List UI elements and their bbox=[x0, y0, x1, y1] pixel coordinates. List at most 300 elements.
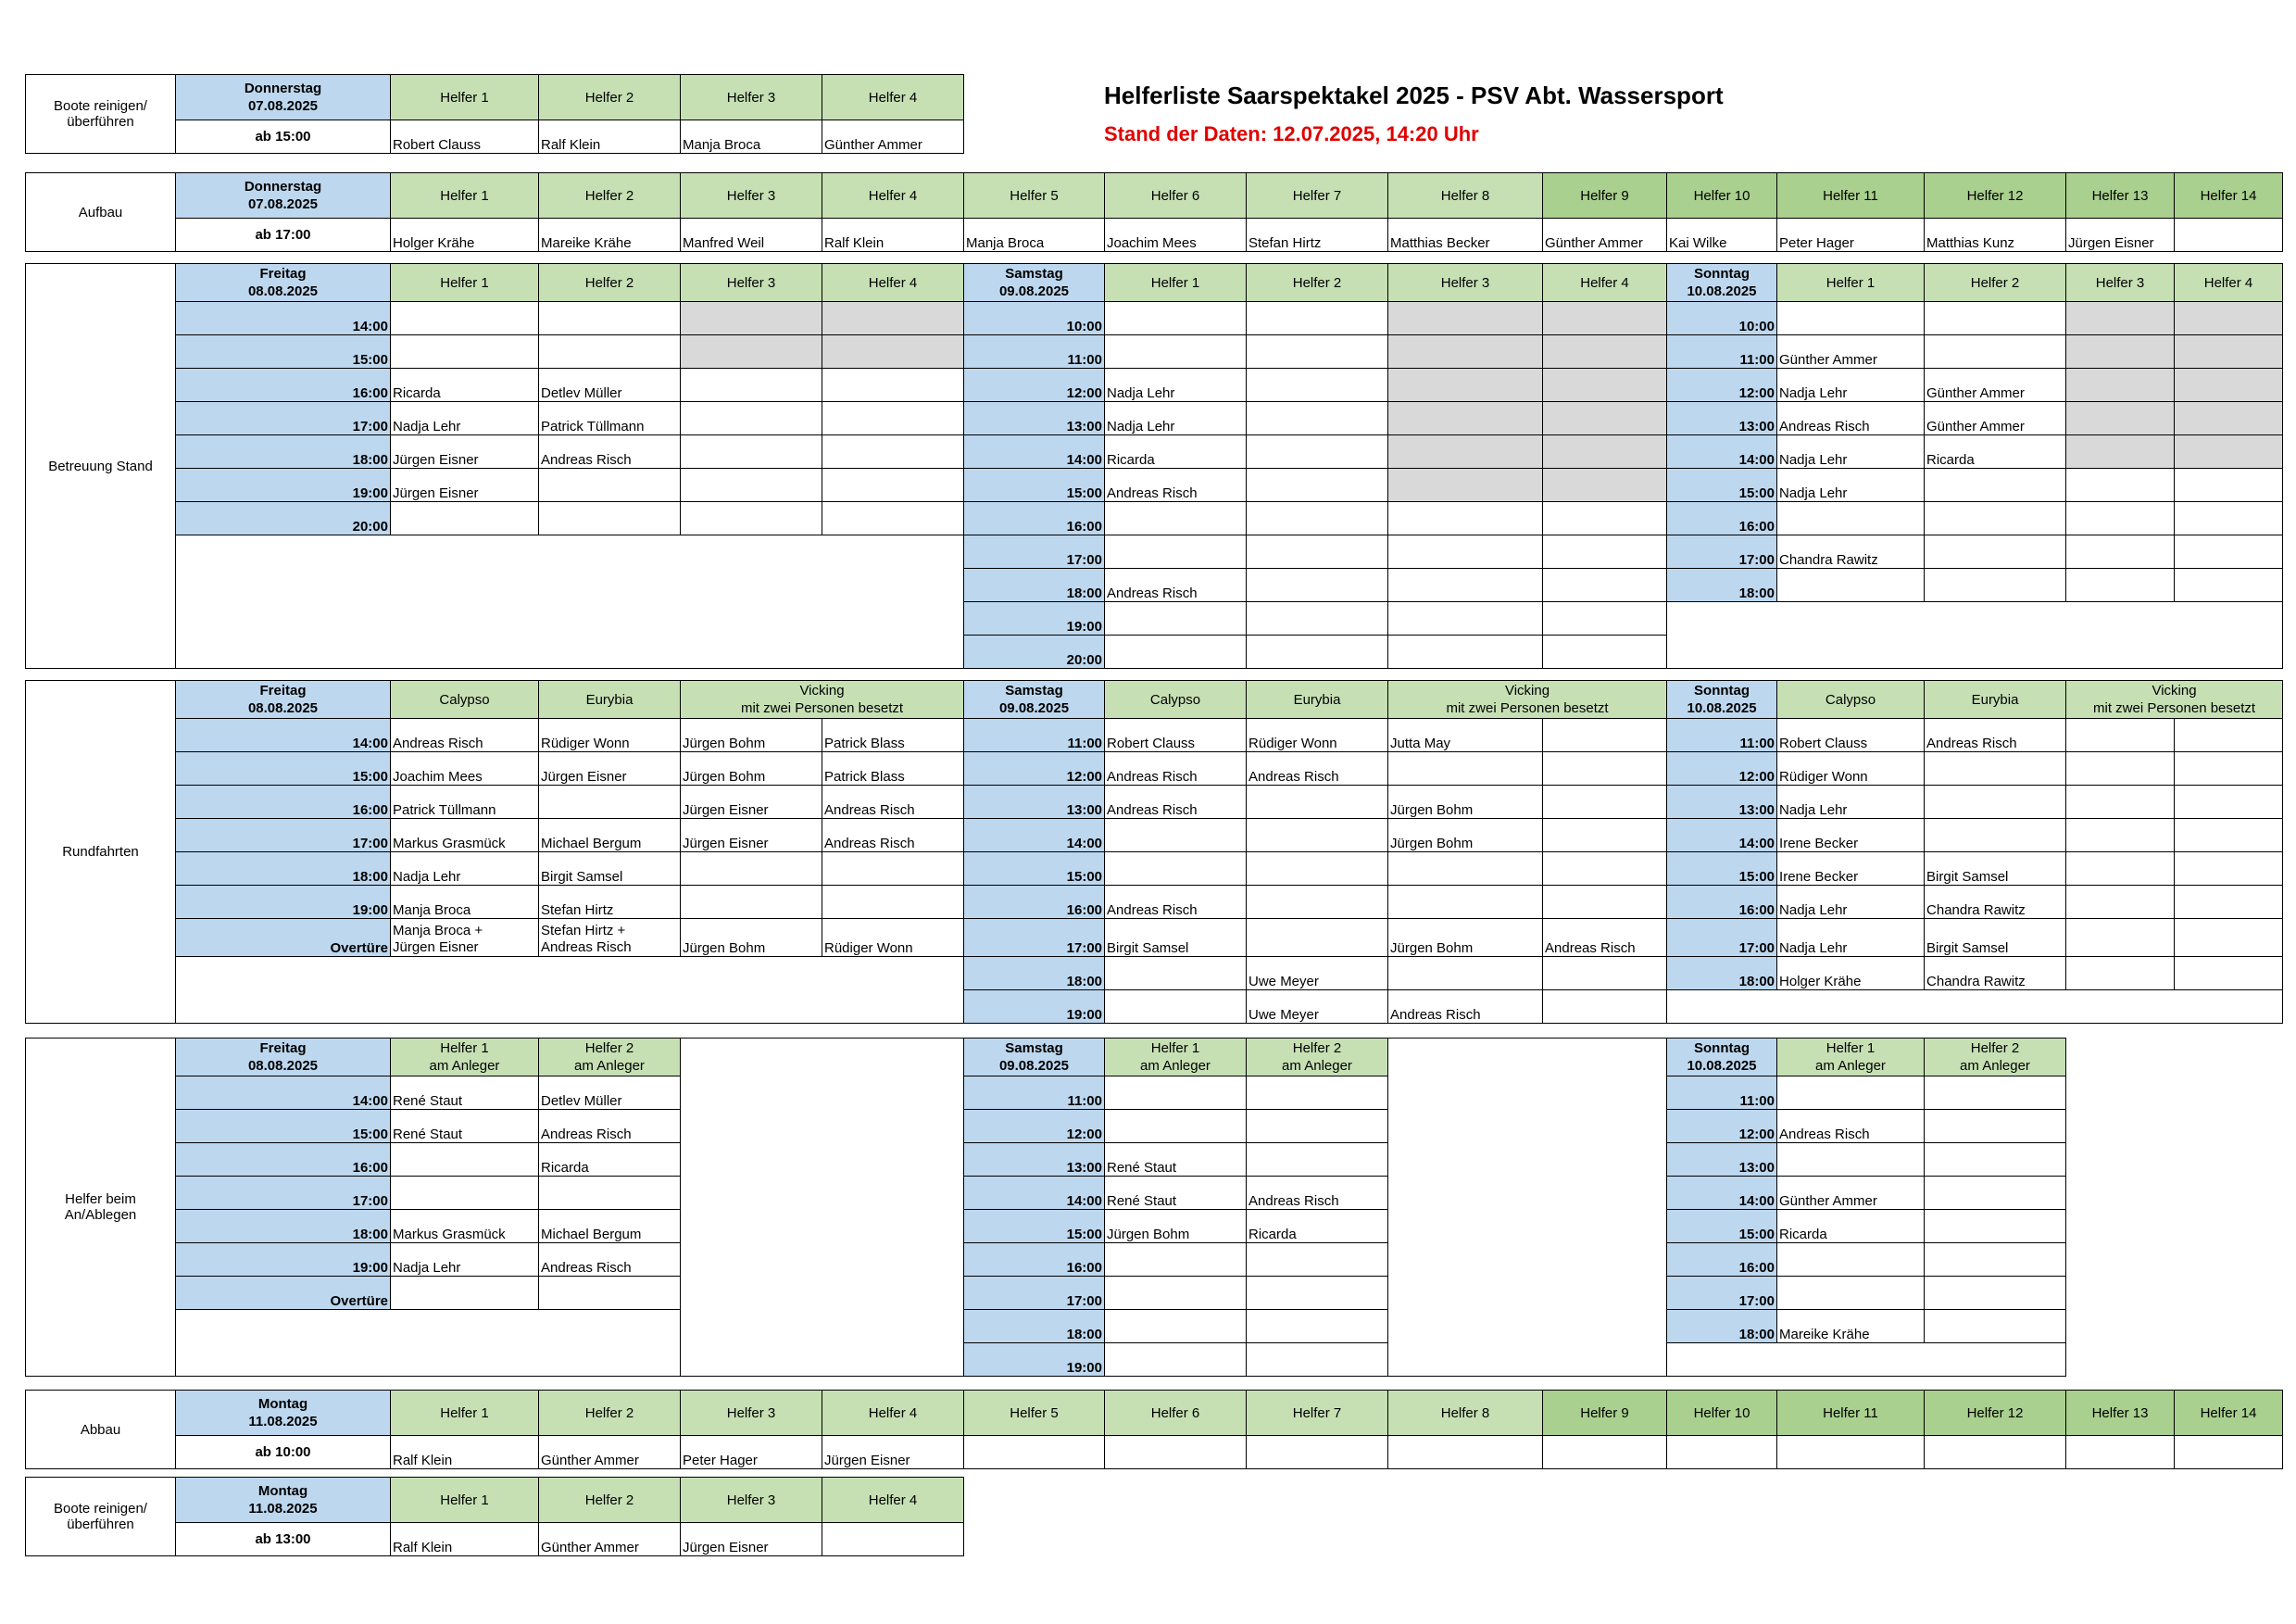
helper-name: Rüdiger Wonn bbox=[822, 919, 964, 957]
time-slot: 15:00 bbox=[964, 1210, 1105, 1243]
day-header bbox=[176, 1039, 391, 1076]
helper-name: Nadja Lehr bbox=[391, 852, 539, 886]
section-label: Abbau bbox=[26, 1391, 176, 1469]
time-slot: 15:00 bbox=[176, 1110, 391, 1143]
time-slot: 20:00 bbox=[964, 636, 1105, 669]
helper-name: Ralf Klein bbox=[822, 219, 964, 252]
boote2-table bbox=[25, 1477, 964, 1556]
time-slot: 15:00 bbox=[1667, 469, 1777, 502]
helper-name bbox=[681, 469, 822, 502]
helper-name bbox=[539, 1177, 681, 1210]
helper-name bbox=[2066, 369, 2175, 402]
time-slot: 17:00 bbox=[1667, 919, 1777, 957]
helper-name: Jürgen Eisner bbox=[822, 1436, 964, 1469]
helper-place: am Anleger bbox=[1140, 1058, 1211, 1074]
helper-name: Rüdiger Wonn bbox=[1247, 719, 1388, 752]
helper-name bbox=[2175, 852, 2283, 886]
helper-name bbox=[1388, 402, 1543, 435]
helper-name bbox=[1388, 435, 1543, 469]
helper-header: Helfer 12 bbox=[1925, 1391, 2066, 1436]
boat-header: Eurybia bbox=[1247, 681, 1388, 719]
time-slot: 14:00 bbox=[964, 435, 1105, 469]
helper-name bbox=[964, 1436, 1105, 1469]
helper-header: Helfer 11 bbox=[1777, 1391, 1925, 1436]
helper-name bbox=[1388, 852, 1543, 886]
helper-name bbox=[2066, 502, 2175, 535]
day-name: Donnerstag bbox=[244, 81, 322, 96]
helper-name bbox=[1247, 1243, 1388, 1277]
time-slot: 19:00 bbox=[176, 886, 391, 919]
helper-name bbox=[1105, 335, 1247, 369]
helper-header: Helfer 7 bbox=[1247, 1391, 1388, 1436]
helper-name: Peter Hager bbox=[681, 1436, 822, 1469]
helper-name bbox=[1247, 1310, 1388, 1343]
time-slot: 15:00 bbox=[964, 852, 1105, 886]
boat-note: mit zwei Personen besetzt bbox=[740, 700, 904, 716]
boat-note: mit zwei Personen besetzt bbox=[2093, 700, 2256, 716]
day-name: Donnerstag bbox=[244, 179, 322, 195]
helper-name: Jürgen Eisner bbox=[681, 786, 822, 819]
helper-name bbox=[1925, 302, 2066, 335]
helper-name: Robert Clauss bbox=[1777, 719, 1925, 752]
helper-name: Stefan Hirtz bbox=[1247, 219, 1388, 252]
helper-name bbox=[2066, 1436, 2175, 1469]
helper-name bbox=[1247, 369, 1388, 402]
helper-name bbox=[1543, 819, 1667, 852]
helper-name bbox=[681, 502, 822, 535]
day-date: 11.08.2025 bbox=[248, 1414, 318, 1429]
helper-name bbox=[1777, 1143, 1925, 1177]
helper-name bbox=[1925, 1177, 2066, 1210]
helper-name: Andreas Risch bbox=[391, 719, 539, 752]
helper-name: Manja Broca bbox=[391, 886, 539, 919]
helper-name bbox=[1247, 819, 1388, 852]
section-label: Betreuung Stand bbox=[26, 264, 176, 669]
helper-name: Uwe Meyer bbox=[1247, 957, 1388, 990]
day-header bbox=[964, 1039, 1105, 1076]
boat-header bbox=[2066, 681, 2283, 719]
time-slot: 18:00 bbox=[964, 1310, 1105, 1343]
helper-header: Helfer 6 bbox=[1105, 1391, 1247, 1436]
helper-name bbox=[1105, 1076, 1247, 1110]
helper-header: Helfer 3 bbox=[681, 75, 822, 120]
time-slot: 17:00 bbox=[176, 819, 391, 852]
helper-name bbox=[2175, 719, 2283, 752]
helper-name bbox=[1777, 1436, 1925, 1469]
time-slot: 14:00 bbox=[176, 302, 391, 335]
time-slot: 17:00 bbox=[1667, 535, 1777, 569]
helper-name: Mareike Krähe bbox=[539, 219, 681, 252]
helper-name bbox=[1247, 535, 1388, 569]
day-date: 09.08.2025 bbox=[998, 700, 1070, 716]
helper-name bbox=[1925, 335, 2066, 369]
helper-header: Helfer 11 bbox=[1777, 173, 1925, 219]
helper-name bbox=[1543, 990, 1667, 1024]
helper-name bbox=[2175, 569, 2283, 602]
helper-name bbox=[681, 886, 822, 919]
helper-name bbox=[822, 1523, 964, 1556]
helper-header: Helfer 10 bbox=[1667, 1391, 1777, 1436]
helper-name bbox=[1388, 636, 1543, 669]
day-header bbox=[176, 173, 391, 219]
helper-name: Ricarda bbox=[1777, 1210, 1925, 1243]
name-line: Andreas Risch bbox=[541, 939, 632, 955]
time-slot: 13:00 bbox=[964, 1143, 1105, 1177]
day-header bbox=[176, 681, 391, 719]
day-date: 08.08.2025 bbox=[247, 1058, 319, 1074]
aufbau-table bbox=[25, 172, 2283, 252]
helper-name bbox=[1925, 1110, 2066, 1143]
helper-name: Peter Hager bbox=[1777, 219, 1925, 252]
helper-num: Helfer 1 bbox=[1826, 1040, 1876, 1056]
day-name: Montag bbox=[257, 1396, 308, 1412]
time-slot: 16:00 bbox=[964, 1243, 1105, 1277]
boat-header bbox=[1388, 681, 1667, 719]
helper-name bbox=[1543, 435, 1667, 469]
helper-name: Jürgen Bohm bbox=[1388, 819, 1543, 852]
helper-name bbox=[2175, 535, 2283, 569]
helper-name: Jürgen Bohm bbox=[1388, 919, 1543, 957]
helper-header: Helfer 4 bbox=[2175, 264, 2283, 302]
helper-name bbox=[1247, 569, 1388, 602]
empty-area bbox=[176, 957, 964, 1024]
time-slot: 18:00 bbox=[176, 852, 391, 886]
day-date: 10.08.2025 bbox=[1687, 700, 1757, 716]
helper-name: Uwe Meyer bbox=[1247, 990, 1388, 1024]
day-date: 07.08.2025 bbox=[247, 98, 319, 114]
day-name: Freitag bbox=[259, 266, 307, 282]
boat-header: Eurybia bbox=[539, 681, 681, 719]
helper-name bbox=[1543, 719, 1667, 752]
helper-header: Helfer 14 bbox=[2175, 1391, 2283, 1436]
helper-name: Nadja Lehr bbox=[1777, 435, 1925, 469]
helper-name bbox=[2066, 819, 2175, 852]
helper-name bbox=[2175, 752, 2283, 786]
helper-header bbox=[1777, 1039, 1925, 1076]
helper-header bbox=[539, 1039, 681, 1076]
day-header bbox=[176, 264, 391, 302]
helper-name bbox=[822, 502, 964, 535]
helper-name bbox=[1925, 819, 2066, 852]
boat-name: Vicking bbox=[1504, 683, 1550, 699]
helper-name bbox=[2066, 886, 2175, 919]
time-slot: 17:00 bbox=[176, 402, 391, 435]
helper-name bbox=[681, 369, 822, 402]
helper-name bbox=[1388, 369, 1543, 402]
helper-name bbox=[1247, 1110, 1388, 1143]
empty-area bbox=[1667, 602, 2283, 669]
time-slot: 12:00 bbox=[964, 1110, 1105, 1143]
helper-name bbox=[1543, 469, 1667, 502]
time-slot: 18:00 bbox=[176, 435, 391, 469]
time-slot: 12:00 bbox=[964, 369, 1105, 402]
helper-header: Helfer 2 bbox=[539, 1391, 681, 1436]
time-slot: 10:00 bbox=[1667, 302, 1777, 335]
time-slot: 19:00 bbox=[964, 1343, 1105, 1377]
helper-name bbox=[1543, 335, 1667, 369]
helper-name: Joachim Mees bbox=[1105, 219, 1247, 252]
time-slot: 15:00 bbox=[964, 469, 1105, 502]
helper-name bbox=[2175, 1436, 2283, 1469]
helper-header: Helfer 4 bbox=[822, 264, 964, 302]
helper-name bbox=[391, 1143, 539, 1177]
helper-name: Ricarda bbox=[391, 369, 539, 402]
time-slot: 18:00 bbox=[964, 957, 1105, 990]
helper-name bbox=[2066, 957, 2175, 990]
helper-name bbox=[1388, 302, 1543, 335]
helper-header: Helfer 7 bbox=[1247, 173, 1388, 219]
helper-name bbox=[539, 1277, 681, 1310]
helper-name bbox=[681, 302, 822, 335]
helper-name: Andreas Risch bbox=[1105, 786, 1247, 819]
time-slot: 19:00 bbox=[176, 1243, 391, 1277]
abbau-table bbox=[25, 1390, 2283, 1469]
helper-name bbox=[1388, 1436, 1543, 1469]
helper-header: Helfer 2 bbox=[539, 264, 681, 302]
helper-name: Andreas Risch bbox=[1925, 719, 2066, 752]
helper-name: Jürgen Eisner bbox=[391, 435, 539, 469]
helper-header: Helfer 6 bbox=[1105, 173, 1247, 219]
helper-name bbox=[1105, 602, 1247, 636]
helper-name: Manja Broca bbox=[681, 120, 822, 154]
helper-name bbox=[1543, 786, 1667, 819]
helper-header: Helfer 8 bbox=[1388, 173, 1543, 219]
day-name: Freitag bbox=[259, 1040, 307, 1056]
stand-table bbox=[25, 263, 2283, 669]
helper-name: Andreas Risch bbox=[1388, 990, 1543, 1024]
helper-name bbox=[1925, 535, 2066, 569]
helper-name: Markus Grasmück bbox=[391, 819, 539, 852]
helper-name bbox=[1925, 469, 2066, 502]
helper-name: Robert Clauss bbox=[1105, 719, 1247, 752]
helper-header: Helfer 1 bbox=[1777, 264, 1925, 302]
day-date: 10.08.2025 bbox=[1687, 283, 1757, 299]
helper-name bbox=[2066, 919, 2175, 957]
helper-name: Manja Broca bbox=[964, 219, 1105, 252]
empty-area bbox=[176, 1310, 681, 1377]
day-header bbox=[964, 681, 1105, 719]
time-slot: 13:00 bbox=[964, 786, 1105, 819]
helper-name bbox=[1543, 569, 1667, 602]
helper-name bbox=[1543, 302, 1667, 335]
helper-name: Detlev Müller bbox=[539, 369, 681, 402]
helper-name: Chandra Rawitz bbox=[1925, 957, 2066, 990]
helper-name bbox=[1543, 1436, 1667, 1469]
helper-header: Helfer 4 bbox=[822, 1391, 964, 1436]
helper-name: Ricarda bbox=[1925, 435, 2066, 469]
helper-name bbox=[822, 435, 964, 469]
helper-name bbox=[2066, 302, 2175, 335]
day-header bbox=[176, 1391, 391, 1436]
helper-name: René Staut bbox=[1105, 1177, 1247, 1210]
helper-name: Jürgen Eisner bbox=[681, 819, 822, 852]
helper-name: René Staut bbox=[1105, 1143, 1247, 1177]
helper-name bbox=[2175, 919, 2283, 957]
day-name: Sonntag bbox=[1694, 1040, 1750, 1056]
helper-place: am Anleger bbox=[574, 1058, 645, 1074]
helper-name bbox=[2175, 502, 2283, 535]
day-name: Montag bbox=[257, 1483, 308, 1499]
helper-name: Ricarda bbox=[1105, 435, 1247, 469]
helper-name: Günther Ammer bbox=[1777, 335, 1925, 369]
helper-name bbox=[1543, 886, 1667, 919]
helper-header bbox=[391, 1039, 539, 1076]
helper-name: Matthias Kunz bbox=[1925, 219, 2066, 252]
day-name: Freitag bbox=[259, 683, 307, 699]
helper-header: Helfer 5 bbox=[964, 173, 1105, 219]
helper-header: Helfer 14 bbox=[2175, 173, 2283, 219]
helper-name: Holger Krähe bbox=[1777, 957, 1925, 990]
helper-name: Ralf Klein bbox=[391, 1436, 539, 1469]
helper-name: Andreas Risch bbox=[539, 1110, 681, 1143]
helper-name: Chandra Rawitz bbox=[1925, 886, 2066, 919]
helper-name bbox=[1777, 1277, 1925, 1310]
helper-name: Birgit Samsel bbox=[1105, 919, 1247, 957]
helper-name bbox=[539, 302, 681, 335]
helper-name bbox=[1247, 1143, 1388, 1177]
helper-name bbox=[2175, 402, 2283, 435]
helper-header: Helfer 1 bbox=[391, 75, 539, 120]
helper-header: Helfer 1 bbox=[391, 173, 539, 219]
time-slot: 14:00 bbox=[176, 1076, 391, 1110]
helper-name bbox=[822, 302, 964, 335]
helper-name bbox=[1247, 469, 1388, 502]
helper-name bbox=[2175, 469, 2283, 502]
helper-name: Jürgen Bohm bbox=[1388, 786, 1543, 819]
time-slot: 16:00 bbox=[964, 886, 1105, 919]
helper-name bbox=[391, 1177, 539, 1210]
helper-header: Helfer 8 bbox=[1388, 1391, 1543, 1436]
helper-name: Günther Ammer bbox=[1543, 219, 1667, 252]
helper-name: Mareike Krähe bbox=[1777, 1310, 1925, 1343]
helper-name bbox=[681, 402, 822, 435]
helper-name bbox=[391, 502, 539, 535]
helper-header: Helfer 1 bbox=[391, 264, 539, 302]
helper-name bbox=[2066, 569, 2175, 602]
helper-name bbox=[2066, 435, 2175, 469]
time-slot: 17:00 bbox=[964, 1277, 1105, 1310]
day-header bbox=[1667, 264, 1777, 302]
helper-name bbox=[2175, 302, 2283, 335]
helper-name: Jürgen Eisner bbox=[391, 469, 539, 502]
helper-name bbox=[2066, 786, 2175, 819]
time-slot: 13:00 bbox=[1667, 786, 1777, 819]
helper-place: am Anleger bbox=[1282, 1058, 1352, 1074]
time-slot: 12:00 bbox=[1667, 1110, 1777, 1143]
helper-place: am Anleger bbox=[1960, 1058, 2030, 1074]
time-slot: Overtüre bbox=[176, 919, 391, 957]
helper-name bbox=[1388, 335, 1543, 369]
time-slot: 18:00 bbox=[1667, 1310, 1777, 1343]
helper-name: Jürgen Bohm bbox=[681, 752, 822, 786]
day-date: 08.08.2025 bbox=[247, 283, 319, 299]
page-title: Helferliste Saarspektakel 2025 - PSV Abt. Wassersport bbox=[1104, 82, 1724, 109]
time-slot: 14:00 bbox=[964, 819, 1105, 852]
helper-name: Ralf Klein bbox=[391, 1523, 539, 1556]
day-header bbox=[1667, 1039, 1777, 1076]
helper-name bbox=[1925, 569, 2066, 602]
boat-header: Calypso bbox=[1777, 681, 1925, 719]
helper-name bbox=[1925, 1277, 2066, 1310]
empty-area bbox=[176, 535, 964, 669]
time-slot: 16:00 bbox=[1667, 502, 1777, 535]
helper-name bbox=[1247, 786, 1388, 819]
helper-name: Nadja Lehr bbox=[1777, 469, 1925, 502]
helper-name bbox=[1667, 1436, 1777, 1469]
helper-name bbox=[1388, 602, 1543, 636]
time-slot: 14:00 bbox=[1667, 435, 1777, 469]
helper-name: Günther Ammer bbox=[1777, 1177, 1925, 1210]
day-header bbox=[1667, 681, 1777, 719]
day-date: 09.08.2025 bbox=[998, 1058, 1070, 1074]
day-header bbox=[176, 75, 391, 120]
helper-name bbox=[1247, 919, 1388, 957]
helper-name: Birgit Samsel bbox=[1925, 919, 2066, 957]
helper-name bbox=[1543, 752, 1667, 786]
start-time: ab 13:00 bbox=[176, 1523, 391, 1556]
helper-header: Helfer 9 bbox=[1543, 1391, 1667, 1436]
helper-name bbox=[539, 919, 681, 957]
helper-name: Jürgen Eisner bbox=[2066, 219, 2175, 252]
helper-name bbox=[1247, 1076, 1388, 1110]
time-slot: 14:00 bbox=[964, 1177, 1105, 1210]
helper-name bbox=[1388, 469, 1543, 502]
time-slot: 16:00 bbox=[176, 786, 391, 819]
helper-name: Nadja Lehr bbox=[1105, 402, 1247, 435]
helper-header: Helfer 3 bbox=[1388, 264, 1543, 302]
section-label: Aufbau bbox=[26, 173, 176, 252]
time-slot: 11:00 bbox=[1667, 719, 1777, 752]
time-slot: 14:00 bbox=[1667, 819, 1777, 852]
helper-name bbox=[822, 335, 964, 369]
helper-header: Helfer 4 bbox=[822, 173, 964, 219]
day-name: Sonntag bbox=[1694, 683, 1750, 699]
helper-name: Markus Grasmück bbox=[391, 1210, 539, 1243]
helper-name: Andreas Risch bbox=[822, 786, 964, 819]
helper-name bbox=[1105, 1436, 1247, 1469]
time-slot: 18:00 bbox=[1667, 569, 1777, 602]
helper-name bbox=[1543, 402, 1667, 435]
helper-name bbox=[1247, 636, 1388, 669]
helper-name bbox=[822, 469, 964, 502]
helper-name bbox=[539, 335, 681, 369]
helper-name bbox=[1543, 852, 1667, 886]
helper-header bbox=[1247, 1039, 1388, 1076]
boat-header: Eurybia bbox=[1925, 681, 2066, 719]
helper-name bbox=[391, 302, 539, 335]
helper-name bbox=[1105, 502, 1247, 535]
helper-name bbox=[1925, 502, 2066, 535]
time-slot: 19:00 bbox=[964, 990, 1105, 1024]
helper-name bbox=[1543, 535, 1667, 569]
time-slot: 17:00 bbox=[964, 919, 1105, 957]
helper-header: Helfer 2 bbox=[1925, 264, 2066, 302]
helper-name bbox=[2175, 369, 2283, 402]
helper-name bbox=[1543, 636, 1667, 669]
day-date: 09.08.2025 bbox=[998, 283, 1070, 299]
time-slot: 15:00 bbox=[1667, 1210, 1777, 1243]
rund-table bbox=[25, 680, 2283, 1024]
helper-name bbox=[391, 1277, 539, 1310]
helper-name bbox=[2066, 719, 2175, 752]
helper-name bbox=[1247, 1343, 1388, 1377]
empty-area bbox=[1388, 1039, 1667, 1377]
helper-name bbox=[1247, 1436, 1388, 1469]
time-slot: 11:00 bbox=[1667, 1076, 1777, 1110]
helper-name: Kai Wilke bbox=[1667, 219, 1777, 252]
helper-name: Nadja Lehr bbox=[391, 1243, 539, 1277]
helper-name: Jürgen Bohm bbox=[1105, 1210, 1247, 1243]
